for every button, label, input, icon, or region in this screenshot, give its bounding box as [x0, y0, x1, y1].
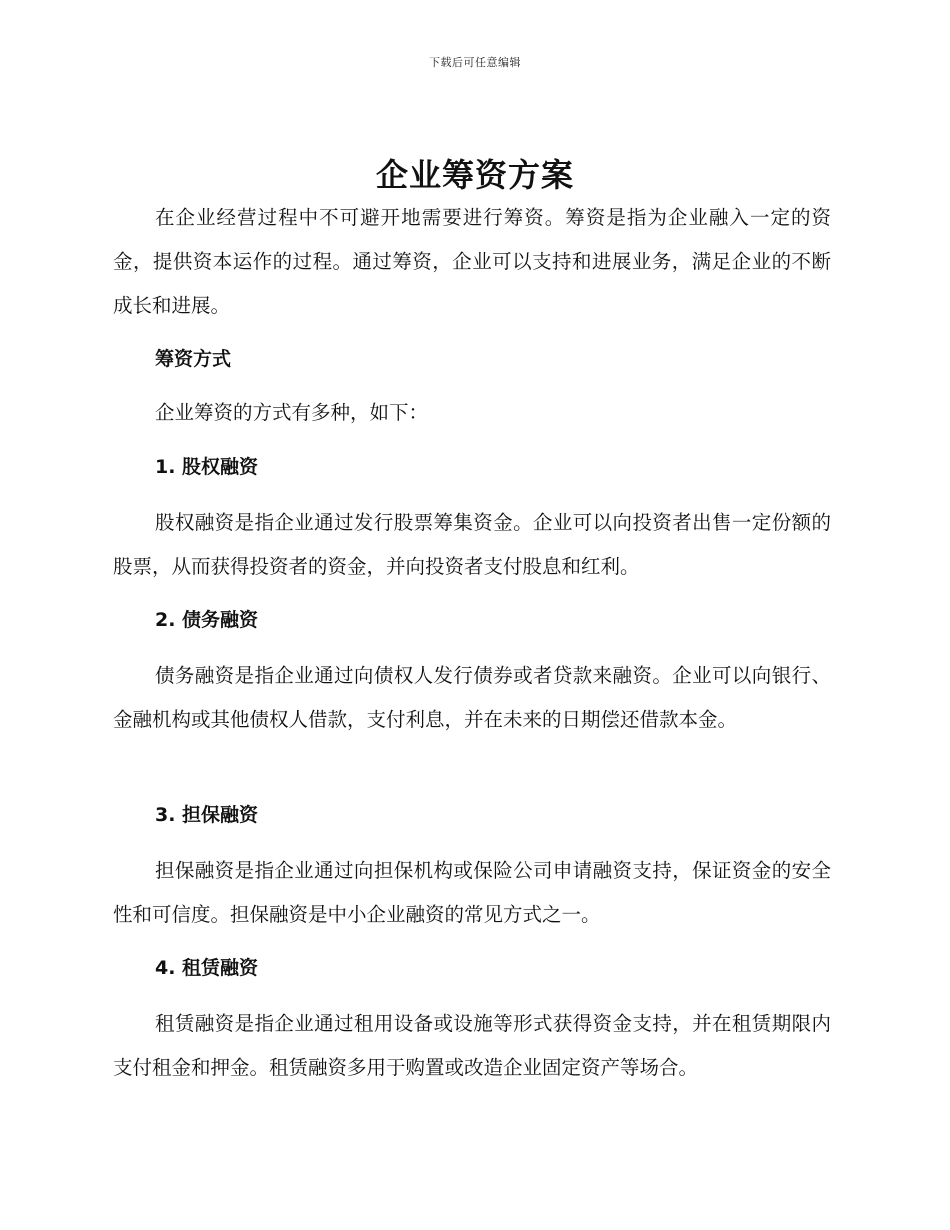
document-title: 企业筹资方案 — [375, 156, 574, 194]
method-text-guarantee: 担保融资是指企业通过向担保机构或保险公司申请融资支持，保证资金的安全性和可信度。担保融资是中小企业融资的常见方式之一。 — [113, 859, 831, 926]
intro-paragraph: 在企业经营过程中不可避开地需要进行筹资。筹资是指为企业融入一定的资金，提供资本运作的过程。通过筹资，企业可以支持和进展业务，满足企业的不断成长和进展。 — [113, 206, 831, 317]
header-note: 下载后可任意编辑 — [429, 56, 521, 69]
section-intro: 企业筹资的方式有多种，如下： — [155, 401, 429, 424]
method-heading-equity: 1. 股权融资 — [155, 456, 259, 478]
method-text-equity: 股权融资是指企业通过发行股票筹集资金。企业可以向投资者出售一定份额的股票，从而获得投资者的资金，并向投资者支付股息和红利。 — [113, 511, 831, 578]
method-heading-guarantee: 3. 担保融资 — [155, 804, 259, 826]
method-text-debt: 债务融资是指企业通过向债权人发行债券或者贷款来融资。企业可以向银行、金融机构或其他债权人借款，支付利息，并在未来的日期偿还借款本金。 — [113, 664, 831, 731]
method-heading-debt: 2. 债务融资 — [155, 609, 259, 631]
method-text-leasing: 租赁融资是指企业通过租用设备或设施等形式获得资金支持，并在租赁期限内支付租金和押金。租赁融资多用于购置或改造企业固定资产等场合。 — [113, 1012, 831, 1079]
method-heading-leasing: 4. 租赁融资 — [155, 957, 259, 979]
section-heading: 筹资方式 — [155, 348, 232, 370]
